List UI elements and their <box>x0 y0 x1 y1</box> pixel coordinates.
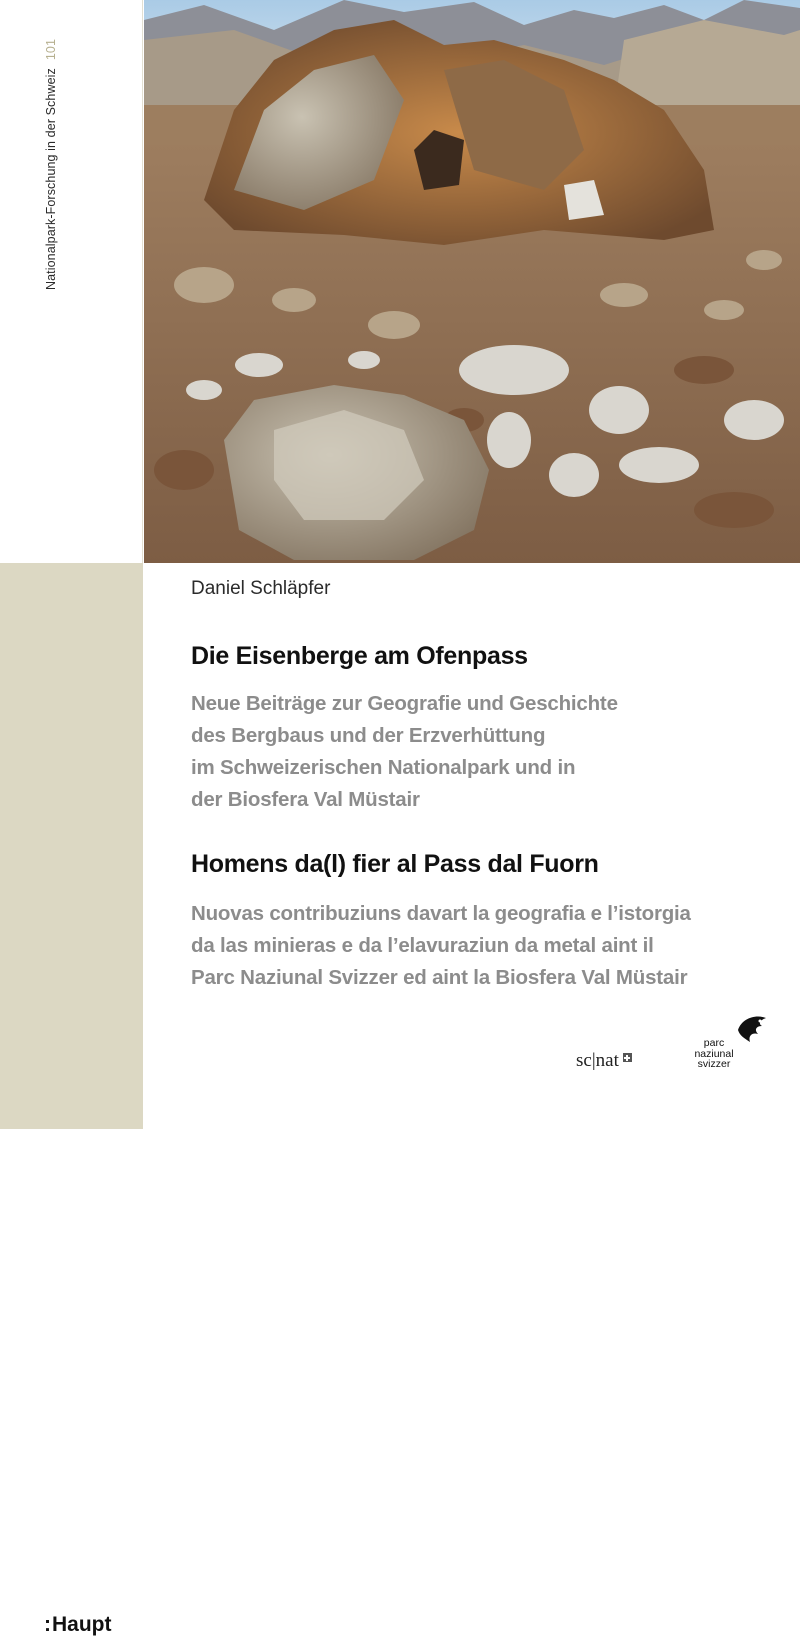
series-title: Nationalpark-Forschung in der Schweiz <box>44 68 58 290</box>
series-label <box>44 39 58 290</box>
romansh-subtitle-line: Parc Naziunal Svizzer ed aint la Biosfera Val Müstair <box>191 966 688 989</box>
author-name: Daniel Schläpfer <box>191 578 331 599</box>
publisher-mark-icon: : <box>44 1613 50 1636</box>
swiss-flag-icon <box>623 1053 632 1062</box>
romansh-subtitle-line: da las minieras e da l’elavuraziun da metal aint il <box>191 934 654 957</box>
parc-naziunal-text <box>694 1038 734 1070</box>
romansh-title: Homens da(l) fier al Pass dal Fuorn <box>191 850 599 878</box>
parc-line: svizzer <box>697 1058 731 1070</box>
eagle-icon <box>734 1012 770 1048</box>
romansh-subtitle <box>191 898 791 994</box>
german-subtitle-line: der Biosfera Val Müstair <box>191 788 420 811</box>
scnat-text: sc|nat <box>576 1050 619 1071</box>
sidebar-bottom <box>0 563 143 1636</box>
parc-line: naziunal <box>694 1047 734 1060</box>
publisher-logo <box>44 1613 112 1637</box>
series-number: 101 <box>44 38 58 61</box>
german-subtitle <box>191 688 791 816</box>
german-subtitle-line: Neue Beiträge zur Geografie und Geschichte <box>191 692 618 715</box>
parc-naziunal-logo <box>688 1012 778 1077</box>
german-subtitle-line: des Bergbaus und der Erzverhüttung <box>191 724 546 747</box>
romansh-subtitle-line: Nuovas contribuziuns davart la geografia e l’istorgia <box>191 902 691 925</box>
sidebar-top <box>0 0 143 563</box>
german-subtitle-line: im Schweizerischen Nationalpark und in <box>191 756 576 779</box>
parc-line: parc <box>703 1037 725 1049</box>
publisher-name: Haupt <box>52 1613 112 1636</box>
mountain-landscape-image <box>144 0 800 563</box>
cover-photo <box>144 0 800 563</box>
scnat-logo <box>576 1050 632 1072</box>
german-title: Die Eisenberge am Ofenpass <box>191 642 528 670</box>
